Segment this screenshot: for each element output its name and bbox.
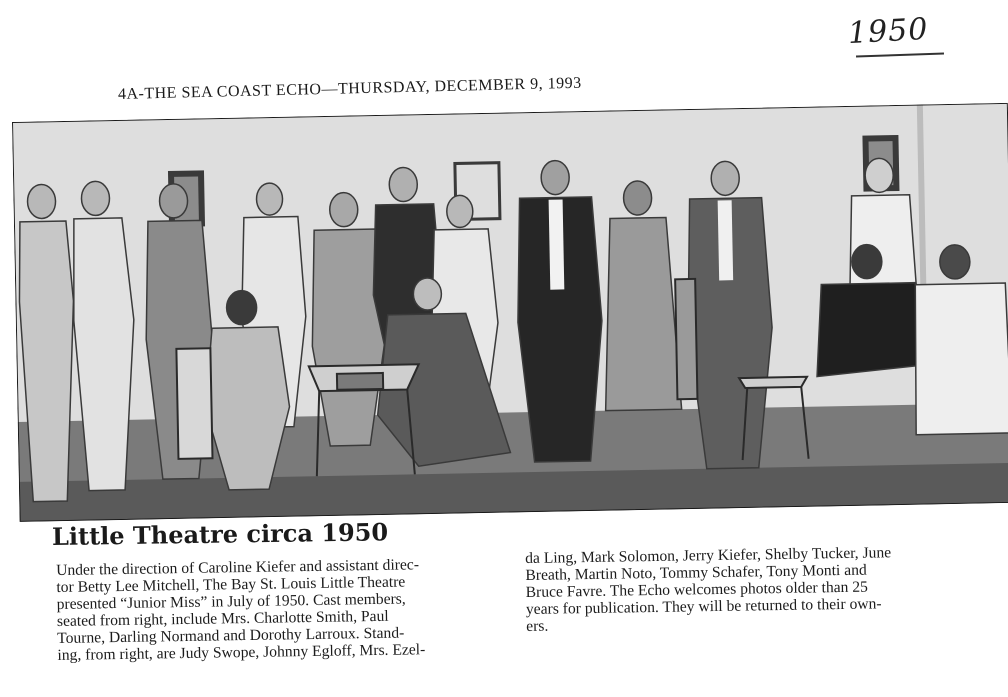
caption-line: Under the direction of Caroline Kiefer and assistant direc- — [56, 556, 420, 579]
caption-line: Tourne, Darling Normand and Dorothy Larroux. Stand- — [57, 624, 405, 647]
caption-line: years for publication. They will be returned to their own- — [525, 595, 882, 618]
caption-line: ing, from right, are Judy Swope, Johnny Egloff, Mrs. Ezel- — [57, 641, 426, 664]
masthead-line: 4A-THE SEA COAST ECHO—THURSDAY, DECEMBER 9, 1993 — [117, 74, 582, 103]
caption-line: ers. — [526, 617, 549, 635]
caption-column-right — [525, 543, 966, 635]
article-headline: Little Theatre circa 1950 — [51, 517, 389, 551]
caption-line: Bruce Favre. The Echo welcomes photos older than 25 — [525, 578, 869, 601]
handwritten-year-note: 1950 — [847, 11, 930, 52]
caption-line: tor Betty Lee Mitchell, The Bay St. Louis Little Theatre — [56, 573, 406, 596]
group-photo — [12, 103, 1008, 522]
caption-line: da Ling, Mark Solomon, Jerry Kiefer, Shelby Tucker, June — [525, 544, 892, 567]
caption-line: Breath, Martin Noto, Tommy Schafer, Tony Monti and — [525, 561, 867, 584]
handwritten-underline — [856, 52, 944, 57]
caption-column-left — [56, 555, 498, 664]
caption-line: seated from right, include Mrs. Charlotte Smith, Paul — [56, 607, 389, 630]
caption-line: presented “Junior Miss” in July of 1950. Cast members, — [56, 590, 406, 613]
